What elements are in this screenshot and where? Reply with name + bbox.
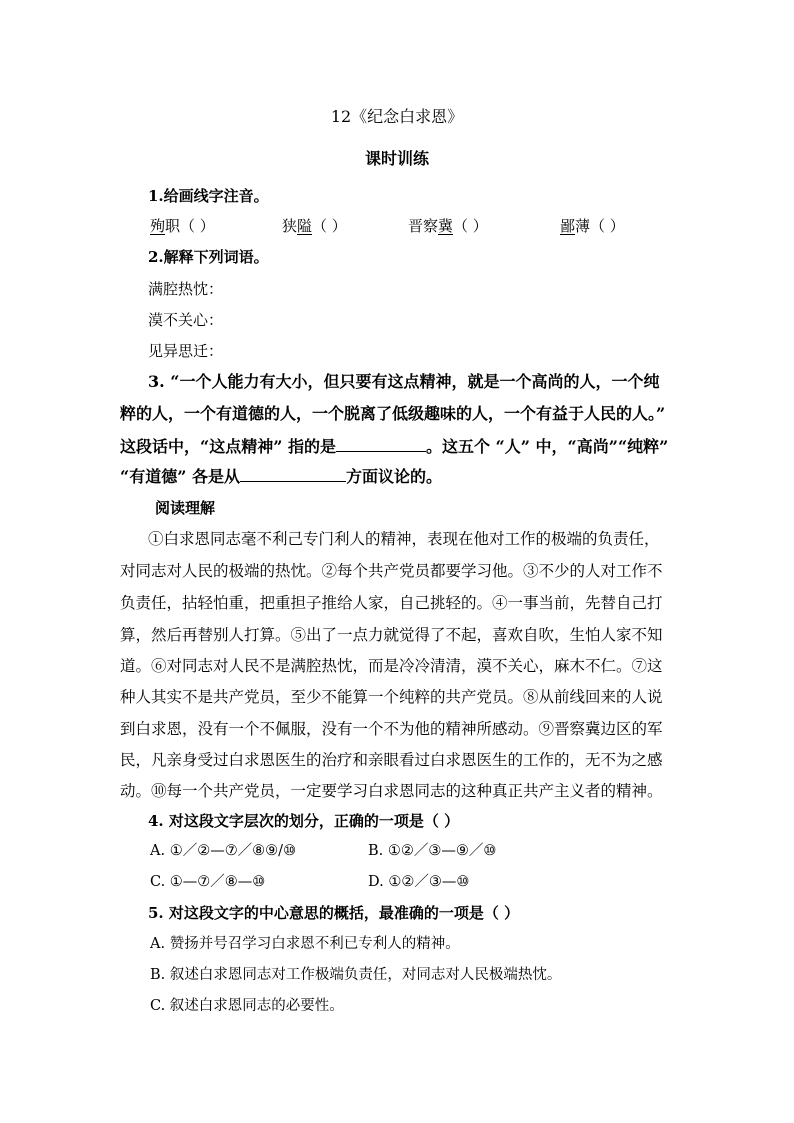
question-5-label: 5. 对这段文字的中心意思的概括，最准确的一项是（ ） [148,904,520,922]
item-rest: （ ） [312,217,347,235]
pinyin-item-1 [150,215,215,237]
q4-option-b[interactable]: B. ①②／③—⑨／⑩ [368,843,497,859]
q3-text-c: “有道德” 各是从 [120,467,240,486]
q5-option-c[interactable]: C. 叙述白求恩同志的必要性。 [150,998,344,1014]
passage-line-7: 到白求恩，没有一个不佩服，没有一个不为他的精神所感动。⑨晋察冀边区的军 [120,720,663,738]
underlined-char: 鄙 [560,217,576,235]
reading-section-label: 阅读理解 [155,499,216,517]
passage-line-2: 对同志对人民的极端的热忱。②每个共产党员都要学习他。③不少的人对工作不 [120,562,663,580]
underlined-char: 冀 [438,217,454,235]
question-3-line-4 [120,465,442,488]
question-3-line-2: 粹的人，一个有道德的人，一个脱离了低级趣味的人，一个有益于人民的人。” [120,404,666,423]
question-3-line-3 [120,435,668,458]
underlined-char: 隘 [297,217,313,235]
q5-option-b[interactable]: B. 叙述白求恩同志对工作极端负责任，对同志对人民极端热忱。 [150,967,562,983]
passage-line-5: 道。⑥对同志对人民不是满腔热忱，而是冷冷清清，漠不关心，麻木不仁。⑦这 [120,657,663,675]
question-2-label: 2.解释下列词语。 [148,248,269,266]
item-rest: 薄（ ） [575,217,625,235]
question-3-line-1: 3. “一个人能力有大小，但只要有这点精神，就是一个高尚的人，一个纯 [148,372,660,391]
question-1-label: 1.给画线字注音。 [148,187,269,205]
page-title: 12《纪念白求恩》 [330,107,464,126]
q3-text-d: 方面议论的。 [345,467,442,486]
item-pre: 晋察 [408,217,439,235]
passage-line-9: 动。⑩每一个共产党员，一定要学习白求恩同志的这种真正共产主义者的精神。 [120,782,663,800]
term-1: 满腔热忱： [148,280,224,298]
pinyin-item-2 [282,215,347,237]
term-3: 见异思迁： [148,342,224,360]
passage-line-1: ①白求恩同志毫不利己专门利人的精神，表现在他对工作的极端的负责任， [148,530,660,548]
q4-option-a[interactable]: A. ①／②—⑦／⑧⑨/⑩ [150,843,297,859]
q3-text-a: 这段话中，“这点精神” 指的是 [120,437,336,456]
q3-text-b: 。这五个 “人” 中，“高尚”“纯粹” [425,437,669,456]
page-subtitle: 课时训练 [364,149,429,168]
item-rest: （ ） [453,217,488,235]
answer-blank-1[interactable] [336,435,426,452]
q4-option-c[interactable]: C. ①—⑦／⑧—⑩ [150,874,266,890]
question-4-label: 4. 对这段文字层次的划分，正确的一项是（ ） [148,812,460,830]
q4-option-d[interactable]: D. ①②／③—⑩ [368,874,470,890]
item-rest: 职（ ） [165,217,215,235]
answer-blank-2[interactable] [240,465,346,482]
passage-line-8: 民，凡亲身受过白求恩医生的治疗和亲眼看过白求恩医生的工作的，无不为之感 [120,751,663,769]
q5-option-a[interactable]: A. 赞扬并号召学习白求恩不利已专利人的精神。 [150,936,460,952]
term-2: 漠不关心： [148,311,224,329]
item-pre: 狭 [282,217,298,235]
passage-line-6: 种人其实不是共产党员，至少不能算一个纯粹的共产党员。⑧从前线回来的人说 [120,688,663,706]
pinyin-item-3 [408,215,488,237]
pinyin-item-4 [560,215,625,237]
passage-line-3: 负责任，拈轻怕重，把重担子推给人家，自己挑轻的。④一事当前，先替自己打 [120,594,663,612]
passage-line-4: 算，然后再替别人打算。⑤出了一点力就觉得了不起，喜欢自吹，生怕人家不知 [120,626,663,644]
underlined-char: 殉 [150,217,166,235]
